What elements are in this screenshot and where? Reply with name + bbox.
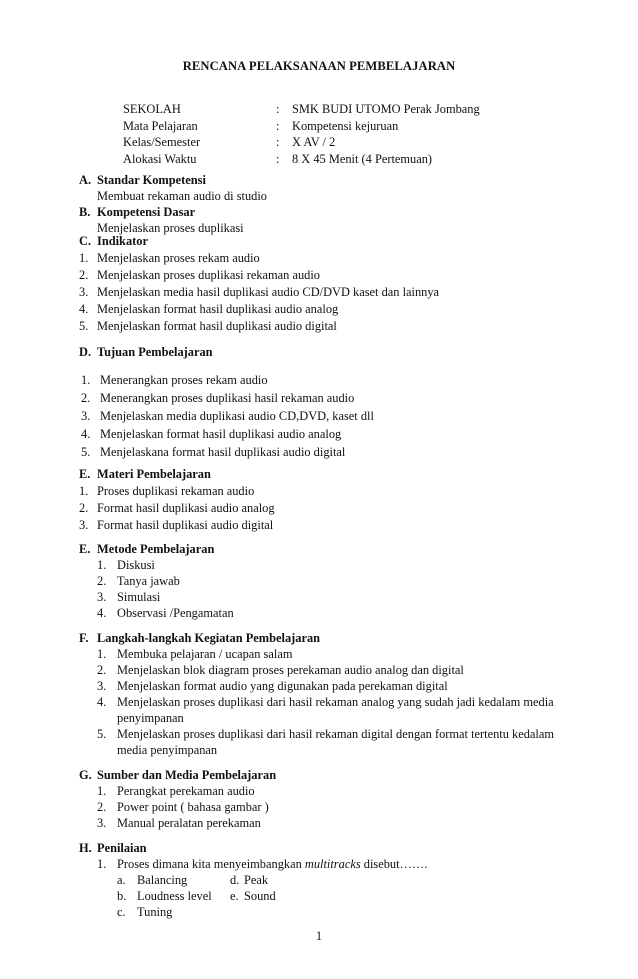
section-e-marker: E. <box>79 467 91 481</box>
list-number: 1. <box>97 647 107 661</box>
list-item: Menjelaskan format audio yang digunakan pada perekaman digital <box>117 679 448 693</box>
list-number: 2. <box>97 663 107 677</box>
list-number: 1. <box>79 251 89 265</box>
list-number: 2. <box>81 391 91 405</box>
page-number: 1 <box>315 929 323 943</box>
list-item: Format hasil duplikasi audio analog <box>97 501 275 515</box>
list-item: Menjelaskan format hasil duplikasi audio analog <box>100 427 342 441</box>
list-number: 4. <box>97 606 107 620</box>
section-f-marker: F. <box>79 631 89 645</box>
list-item: Simulasi <box>117 590 161 604</box>
info-row <box>123 134 480 151</box>
question-emphasis: multitracks <box>304 857 361 871</box>
info-colon: : <box>276 118 280 133</box>
info-label: SEKOLAH <box>123 102 181 116</box>
list-item: Menjelaskan proses duplikasi dari hasil rekaman digital dengan format tertentu kedalam <box>117 727 554 741</box>
info-row <box>123 151 480 168</box>
question-text-end: disebut……. <box>360 857 428 871</box>
option-letter: b. <box>117 889 127 903</box>
option-letter: c. <box>117 905 126 919</box>
list-number: 4. <box>97 695 107 709</box>
info-label: Mata Pelajaran <box>123 118 198 133</box>
section-e2-heading: Metode Pembelajaran <box>97 542 215 556</box>
section-h-marker: H. <box>79 841 92 855</box>
info-colon: : <box>276 102 280 116</box>
list-item: Format hasil duplikasi audio digital <box>97 518 274 532</box>
list-number: 2. <box>97 574 107 588</box>
list-item: Menjelaskan proses duplikasi dari hasil rekaman analog yang sudah jadi kedalam media <box>117 695 554 709</box>
list-number: 3. <box>97 679 107 693</box>
option-letter: e. <box>230 889 239 903</box>
list-item: Proses duplikasi rekaman audio <box>97 484 255 498</box>
section-d-marker: D. <box>79 345 92 359</box>
info-table <box>123 101 480 167</box>
section-g-marker: G. <box>79 768 92 782</box>
info-value: Kompetensi kejuruan <box>292 118 399 133</box>
list-item-continuation: penyimpanan <box>117 711 184 725</box>
section-b-marker: B. <box>79 205 91 219</box>
section-b-text: Menjelaskan proses duplikasi <box>97 221 244 235</box>
list-number: 1. <box>97 784 107 798</box>
question-number: 1. <box>97 857 107 871</box>
section-c-marker: C. <box>79 234 92 248</box>
option-letter: d. <box>230 873 240 887</box>
list-item: Menjelaskan media duplikasi audio CD,DVD, kaset dll <box>100 409 374 423</box>
list-item: Menjelaskan format hasil duplikasi audio analog <box>97 302 339 316</box>
list-number: 2. <box>97 800 107 814</box>
list-number: 4. <box>81 427 91 441</box>
section-h-heading: Penilaian <box>97 841 147 855</box>
list-item: Menjelaskana format hasil duplikasi audio digital <box>100 445 346 459</box>
list-number: 5. <box>79 319 89 333</box>
section-e2-marker: E. <box>79 542 91 556</box>
list-item: Menjelaskan proses rekam audio <box>97 251 260 265</box>
section-d-heading: Tujuan Pembelajaran <box>97 345 213 359</box>
list-number: 3. <box>79 518 89 532</box>
list-number: 2. <box>79 501 89 515</box>
question-text <box>117 856 427 872</box>
option-text: Peak <box>244 873 269 887</box>
section-a-heading: Standar Kompetensi <box>97 173 206 187</box>
list-item-continuation: media penyimpanan <box>117 743 218 757</box>
section-g-heading: Sumber dan Media Pembelajaran <box>97 768 277 782</box>
info-label: Kelas/Semester <box>123 135 201 150</box>
option-text: Loudness level <box>137 889 212 903</box>
list-number: 5. <box>81 445 91 459</box>
list-item: Diskusi <box>117 558 155 572</box>
list-item: Menerangkan proses duplikasi hasil rekaman audio <box>100 391 355 405</box>
info-value: SMK BUDI UTOMO Perak Jombang <box>292 102 480 116</box>
info-value: 8 X 45 Menit (4 Pertemuan) <box>292 151 433 166</box>
list-item: Observasi /Pengamatan <box>117 606 234 620</box>
list-item: Menjelaskan proses duplikasi rekaman audio <box>97 268 320 282</box>
section-a-text: Membuat rekaman audio di studio <box>97 189 267 203</box>
section-c-heading: Indikator <box>97 234 148 248</box>
section-a-marker: A. <box>79 173 92 187</box>
list-item: Power point ( bahasa gambar ) <box>117 800 269 814</box>
section-e-heading: Materi Pembelajaran <box>97 467 211 481</box>
list-item: Menjelaskan media hasil duplikasi audio CD/DVD kaset dan lainnya <box>97 285 440 299</box>
option-text: Balancing <box>137 873 188 887</box>
list-number: 2. <box>79 268 89 282</box>
list-number: 1. <box>97 558 107 572</box>
list-item: Menjelaskan blok diagram proses perekaman audio analog dan digital <box>117 663 464 677</box>
list-number: 3. <box>79 285 89 299</box>
option-text: Tuning <box>137 905 173 919</box>
list-number: 3. <box>81 409 91 423</box>
option-text: Sound <box>244 889 276 903</box>
list-item: Membuka pelajaran / ucapan salam <box>117 647 293 661</box>
list-item: Tanya jawab <box>117 574 180 588</box>
question-text-start: Proses dimana kita menyeimbangkan <box>117 857 305 871</box>
list-item: Perangkat perekaman audio <box>117 784 255 798</box>
info-colon: : <box>276 135 280 150</box>
list-number: 1. <box>79 484 89 498</box>
list-item: Menerangkan proses rekam audio <box>100 373 268 387</box>
info-row <box>123 118 480 135</box>
list-item: Menjelaskan format hasil duplikasi audio digital <box>97 319 337 333</box>
list-number: 5. <box>97 727 107 741</box>
list-number: 3. <box>97 590 107 604</box>
section-b-heading: Kompetensi Dasar <box>97 205 196 219</box>
info-colon: : <box>276 151 280 166</box>
list-number: 3. <box>97 816 107 830</box>
page-title: RENCANA PELAKSANAAN PEMBELAJARAN <box>182 59 456 73</box>
info-value: X AV / 2 <box>292 135 336 150</box>
info-row <box>123 101 480 118</box>
section-f-heading: Langkah-langkah Kegiatan Pembelajaran <box>97 631 321 645</box>
list-number: 4. <box>79 302 89 316</box>
info-label: Alokasi Waktu <box>123 151 197 166</box>
list-item: Manual peralatan perekaman <box>117 816 261 830</box>
option-letter: a. <box>117 873 126 887</box>
list-number: 1. <box>81 373 91 387</box>
